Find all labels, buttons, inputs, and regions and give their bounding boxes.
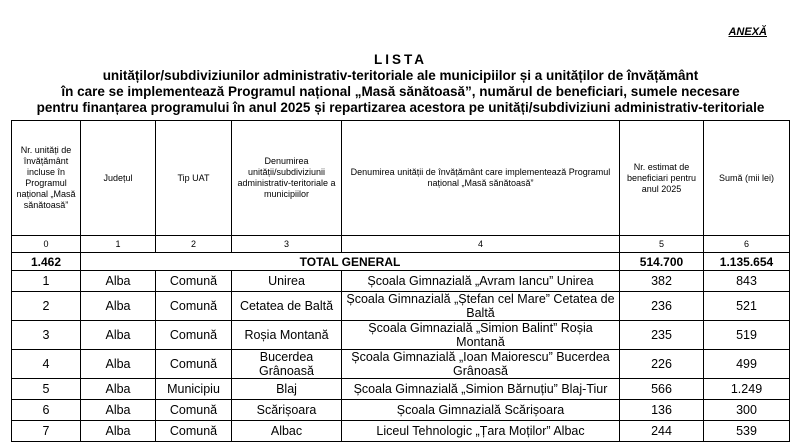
county-cell: Alba [81,271,156,292]
column-number: 5 [620,236,704,253]
document-title: LISTA [374,52,427,67]
header-cell: Sumă (mii lei) [704,121,790,236]
uat-name-cell: Scărișoara [232,400,342,421]
school-name-cell: Școala Gimnazială „Simion Bărnuțiu” Blaj-Tiur [342,379,620,400]
document-subtitle-line-1: unităților/subdiviziunilor administrativ-teritoriale ale municipiilor și a unităților de învățământ [102,68,699,83]
table-row [12,321,790,350]
sum-cell: 300 [704,400,790,421]
total-sum: 1.135.654 [704,253,790,271]
uat-type-cell: Comună [156,292,232,321]
county-cell: Alba [81,292,156,321]
row-number: 6 [12,400,81,421]
document-subtitle-line-3: pentru finanțarea programului în anul 2025 și repartizarea acestora pe unități/subdiviziuni administrativ-teritoriale [36,100,765,115]
table-row [12,379,790,400]
beneficiaries-cell: 382 [620,271,704,292]
header-cell: Denumirea unității/subdiviziunii administrativ-teritoriale a municipiilor [232,121,342,236]
county-cell: Alba [81,321,156,350]
school-name-cell: Școala Gimnazială „Avram Iancu” Unirea [342,271,620,292]
uat-name-cell: Bucerdea Grânoasă [232,350,342,379]
total-label: TOTAL GENERAL [81,253,620,271]
school-name-cell: Liceul Tehnologic „Țara Moților” Albac [342,421,620,442]
county-cell: Alba [81,400,156,421]
uat-name-cell: Unirea [232,271,342,292]
header-cell: Nr. estimat de beneficiari pentru anul 2025 [620,121,704,236]
total-count: 1.462 [12,253,81,271]
beneficiaries-cell: 236 [620,292,704,321]
beneficiaries-cell: 226 [620,350,704,379]
header-cell: Județul [81,121,156,236]
column-number: 6 [704,236,790,253]
table-row [12,421,790,442]
school-name-cell: Școala Gimnazială „Ștefan cel Mare” Cetatea de Baltă [342,292,620,321]
uat-type-cell: Comună [156,271,232,292]
uat-name-cell: Roșia Montană [232,321,342,350]
column-number: 0 [12,236,81,253]
uat-type-cell: Comună [156,421,232,442]
header-row [12,121,790,236]
row-number: 2 [12,292,81,321]
beneficiaries-table [11,120,790,442]
beneficiaries-cell: 235 [620,321,704,350]
school-name-cell: Școala Gimnazială „Ioan Maiorescu” Bucerdea Grânoasă [342,350,620,379]
table-row [12,350,790,379]
county-cell: Alba [81,421,156,442]
sum-cell: 521 [704,292,790,321]
county-cell: Alba [81,379,156,400]
column-number: 3 [232,236,342,253]
document-subtitle-line-2: în care se implementează Programul național „Masă sănătoasă”, numărul de beneficiari, sumele necesare [61,84,740,99]
uat-type-cell: Comună [156,350,232,379]
sum-cell: 1.249 [704,379,790,400]
beneficiaries-cell: 244 [620,421,704,442]
row-number: 3 [12,321,81,350]
row-number: 5 [12,379,81,400]
row-number: 4 [12,350,81,379]
uat-type-cell: Municipiu [156,379,232,400]
total-row [12,253,790,271]
uat-name-cell: Blaj [232,379,342,400]
beneficiaries-cell: 136 [620,400,704,421]
header-cell: Tip UAT [156,121,232,236]
table-row [12,400,790,421]
header-cell: Denumirea unității de învățământ care implementează Programul național „Masă sănătoasă” [342,121,620,236]
row-number: 7 [12,421,81,442]
sum-cell: 539 [704,421,790,442]
sum-cell: 519 [704,321,790,350]
sum-cell: 843 [704,271,790,292]
header-cell: Nr. unități de învățământ incluse în Programul național „Masă sănătoasă” [12,121,81,236]
school-name-cell: Școala Gimnazială „Simion Balint” Roșia Montană [342,321,620,350]
table-row [12,292,790,321]
column-number: 2 [156,236,232,253]
row-number: 1 [12,271,81,292]
school-name-cell: Școala Gimnazială Scărișoara [342,400,620,421]
uat-name-cell: Albac [232,421,342,442]
table-row [12,271,790,292]
county-cell: Alba [81,350,156,379]
sum-cell: 499 [704,350,790,379]
total-beneficiaries: 514.700 [620,253,704,271]
column-number: 1 [81,236,156,253]
annex-label: ANEXĂ [728,26,767,38]
column-number: 4 [342,236,620,253]
column-number-row [12,236,790,253]
uat-type-cell: Comună [156,321,232,350]
uat-name-cell: Cetatea de Baltă [232,292,342,321]
beneficiaries-cell: 566 [620,379,704,400]
uat-type-cell: Comună [156,400,232,421]
